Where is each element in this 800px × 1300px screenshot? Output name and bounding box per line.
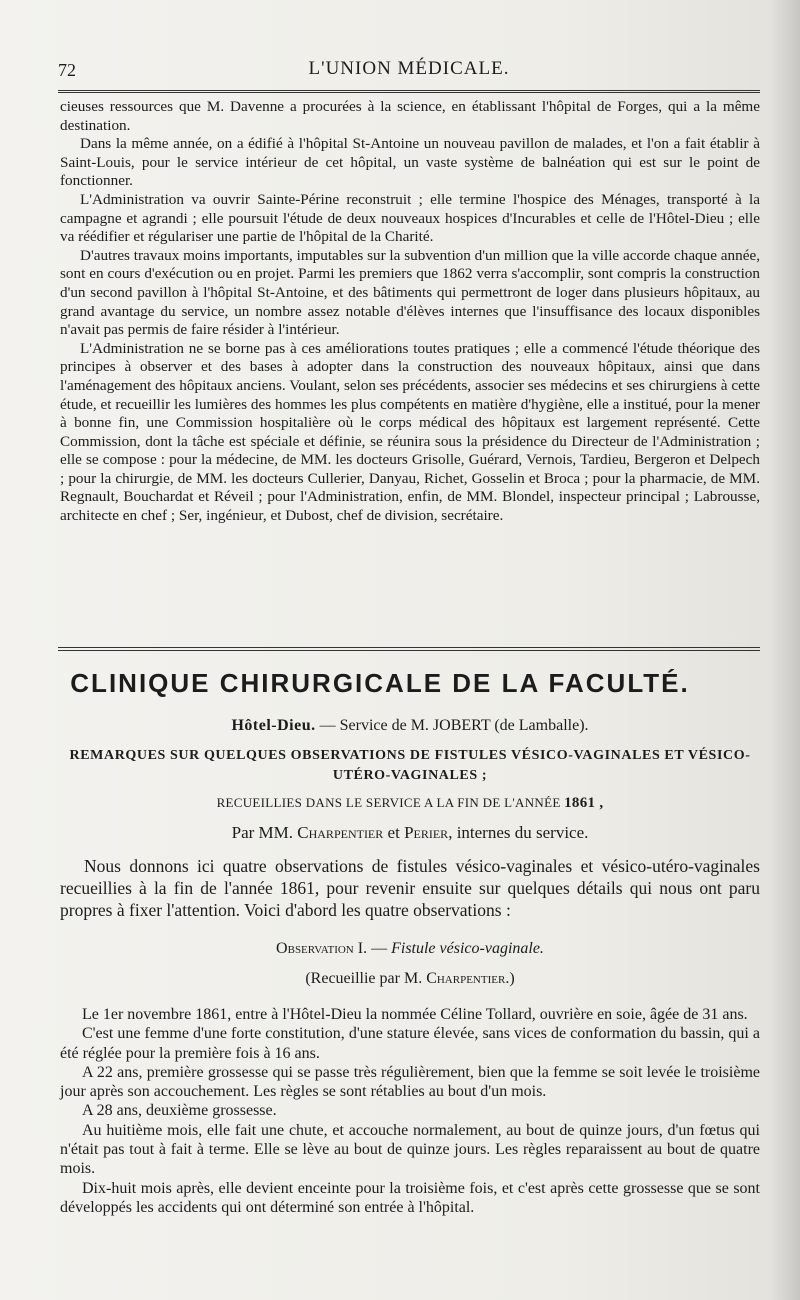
case-report bbox=[60, 1005, 760, 1217]
authors-suffix: , internes du service. bbox=[448, 823, 589, 842]
observation-title: Fistule vésico-vaginale. bbox=[391, 940, 544, 957]
paragraph: L'Administration ne se borne pas à ces améliorations toutes pratiques ; elle a commencé l'étude théorique des principes à observer et des bases à adopter dans la construction des nouveaux hôpitaux, ainsi que dans l'aménagement des hôpitaux anciens. Voulant, selon ses précédents, associer ses médecins et ses chirurgiens à cette étude, et recueillir les lumières des hommes les plus compétents en matière d'hygiène, elle a institué, pour la mener à bonne fin, une Commission hospitalière où le corps médical des hôpitaux est largement représenté. Cette Commission, dont la tâche est spéciale et définie, se réunira sous la présidence du Directeur de l'Administration ; elle se compose : pour la médecine, de MM. les docteurs Grisolle, Guérard, Vernois, Tardieu, Bergeron et Delpech ; pour la chirurgie, de MM. les docteurs Cullerier, Danyau, Richet, Gosselin et Broca ; pour la pharmacie, de MM. Regnault, Bouchardat et Réveil ; pour l'Administration, enfin, de MM. Blondel, inspecteur principal ; Labrousse, architecte en chef ; Ser, ingénieur, et Dubost, chef de division, secrétaire. bbox=[60, 339, 760, 525]
paragraph: C'est une femme d'une forte constitution, d'une stature élevée, sans vices de conformation du bassin, qui a été réglée pour la première fois à 16 ans. bbox=[60, 1025, 760, 1062]
service-line bbox=[60, 717, 760, 735]
collector-suffix: .) bbox=[505, 970, 515, 987]
hospital-name: Hôtel-Dieu. bbox=[231, 717, 316, 734]
journal-title: L'UNION MÉDICALE. bbox=[308, 58, 510, 79]
page-edge-shadow bbox=[770, 0, 800, 1300]
service-name: — Service de M. JOBERT (de Lamballe). bbox=[319, 717, 589, 734]
paragraph: D'autres travaux moins importants, imputables sur la subvention d'un million que la ville accorde chaque année, sont en cours d'exécution ou en projet. Parmi les premiers que 1862 verra s'accomplir, sont compris la construction d'un second pavillon à l'hôpital St-Antoine, et des bâtiments qui permettront de loger dans plusieurs hôpitaux, au grand avantage du service, un nombre assez notable d'élèves internes que l'insuffisance des locaux disponibles n'avait pas permis de faire résider à l'intérieur. bbox=[60, 246, 760, 339]
observation-collector bbox=[60, 970, 760, 988]
paragraph: A 28 ans, deuxième grossesse. bbox=[82, 1102, 277, 1120]
authors-and: et bbox=[387, 823, 400, 842]
header-rule bbox=[58, 90, 760, 93]
author-name: Charpentier bbox=[297, 823, 384, 842]
recueillies-text: RECUEILLIES DANS LE SERVICE A LA FIN DE L'ANNÉE bbox=[216, 795, 561, 810]
paragraph: Le 1er novembre 1861, entre à l'Hôtel-Dieu la nommée Céline Tollard, ouvrière en soie, âgée de 31 ans. bbox=[82, 1006, 748, 1023]
authors-prefix: Par MM. bbox=[231, 823, 294, 842]
paragraph: A 22 ans, première grossesse qui se passe très régulièrement, bien que la femme se soit levée le troisième jour après son accouchement. Les règles se sont rétablies au bout d'un mois. bbox=[60, 1063, 760, 1101]
intro-paragraph: Nous donnons ici quatre observations de fistules vésico-vaginales et vésico-utéro-vaginales recueillies à la fin de l'année 1861, pour revenir ensuite sur quelques détails qui nous ont paru propres à fixer l'attention. Voici d'abord les quatre observations : bbox=[60, 856, 760, 920]
paragraph: L'Administration va ouvrir Sainte-Périne reconstruit ; elle termine l'hospice des Ménages, transporté à la campagne et agrandi ; elle poursuit l'étude de deux nouveaux hospices d'Incurables et celle de l'Hôtel-Dieu ; elle va réédifier et régulariser une partie de l'hôpital de la Charité. bbox=[60, 190, 760, 246]
paragraph: Au huitième mois, elle fait une chute, et accouche normalement, au bout de quinze jours, d'un fœtus qui n'était pas tout à fait à terme. Elle se lève au bout de quinze jours. Les règles reparaissent au bout de quatre mois. bbox=[60, 1121, 760, 1178]
article-title: REMARQUES SUR QUELQUES OBSERVATIONS DE FISTULES VÉSICO-VAGINALES ET VÉSICO-UTÉRO-VAGINALES ; bbox=[69, 748, 751, 783]
paragraph: Dix-huit mois après, elle devient enceinte pour la troisième fois, et c'est après cette grossesse que se sont développés les accidents qui ont déterminé son entrée à l'hôpital. bbox=[60, 1179, 760, 1216]
article-subtitle bbox=[60, 795, 760, 812]
running-head bbox=[58, 56, 760, 84]
section-title: CLINIQUE CHIRURGICALE DE LA FACULTÉ. bbox=[70, 668, 690, 698]
section-divider bbox=[58, 647, 760, 651]
author-name: Perier bbox=[404, 823, 449, 842]
observation-dash: — bbox=[371, 940, 388, 957]
collector-name: Charpentier bbox=[426, 970, 506, 987]
collector-prefix: (Recueillie par M. bbox=[305, 970, 423, 987]
page-number: 72 bbox=[58, 60, 76, 80]
authors-line bbox=[60, 823, 760, 843]
paragraph: Dans la même année, on a édifié à l'hôpital St-Antoine un nouveau pavillon de malades, et l'on a fait établir à Saint-Louis, pour le service intérieur de cet hôpital, un vaste système de balnéation qui est sur le point de fonctionner. bbox=[60, 135, 760, 190]
paragraph: cieuses ressources que M. Davenne a procurées à la science, en établissant l'hôpital de Forges, qui a la même destination. bbox=[60, 98, 760, 134]
observation-heading bbox=[60, 940, 760, 958]
article-body bbox=[60, 98, 760, 526]
observation-label: Observation I. bbox=[276, 940, 368, 957]
year: 1861 , bbox=[564, 795, 604, 811]
